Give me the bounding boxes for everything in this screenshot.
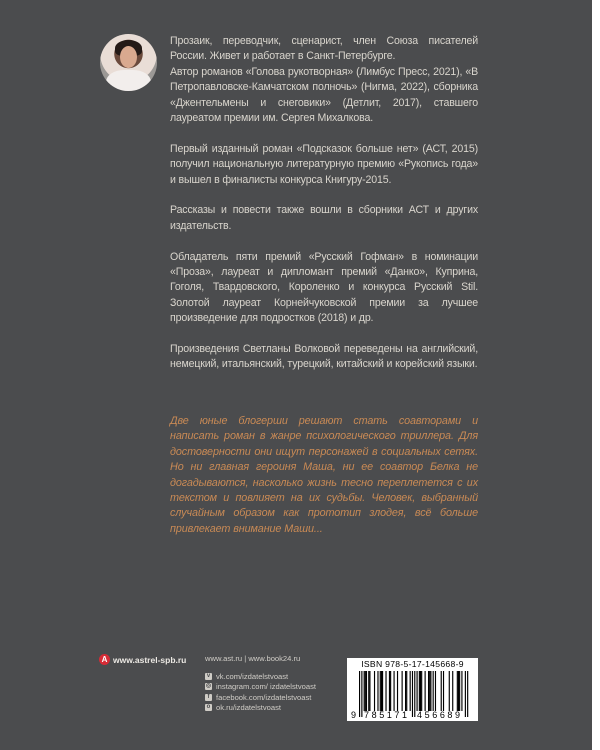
barcode-bar xyxy=(397,671,398,711)
bio-paragraph: Произведения Светланы Волковой переведены на английский, немецкий, итальянский, турецкий, китайский и корейский языки. xyxy=(170,343,478,371)
barcode-bar xyxy=(441,671,442,711)
barcode-bar xyxy=(430,671,431,711)
barcode-bar xyxy=(364,671,365,711)
author-photo xyxy=(100,34,157,91)
social-link-text[interactable]: vk.com/izdatelstvoast xyxy=(216,671,289,681)
barcode-bar xyxy=(394,671,395,711)
barcode-bar xyxy=(459,671,460,711)
barcode-bar xyxy=(368,671,369,711)
barcode-bar xyxy=(443,671,444,711)
barcode-bar xyxy=(420,671,421,711)
barcode-bar xyxy=(374,671,375,711)
barcode-bar xyxy=(449,671,450,711)
social-link-instagram[interactable] xyxy=(205,682,316,693)
barcode-digit-group: 9 xyxy=(351,710,359,720)
publisher-logo[interactable] xyxy=(99,654,186,665)
barcode-bar xyxy=(410,671,411,711)
barcode-bar xyxy=(377,671,378,711)
barcode-bar xyxy=(421,671,422,711)
barcode-bar xyxy=(390,671,391,711)
barcode-bar xyxy=(381,671,382,711)
barcode-bar xyxy=(405,671,406,711)
barcode-bar xyxy=(369,671,370,711)
barcode-bar xyxy=(385,671,386,711)
publisher-site-link[interactable]: www.astrel-spb.ru xyxy=(113,654,187,665)
vk-icon: v xyxy=(206,672,211,679)
author-bio xyxy=(170,34,478,388)
bio-paragraph: Автор романов «Голова рукотворная» (Лимбус Пресс, 2021), «В Петропавловске-Камчатском полночь» (Нигма, 2022), сборника «Джентельмены и снеговики» (Детлит, 2017), ставшего лауреатом премии им. Сергея Михалкова. xyxy=(170,65,478,125)
barcode-bar xyxy=(458,671,459,711)
barcode-bar xyxy=(452,671,453,711)
isbn-barcode xyxy=(347,658,478,721)
publisher-links xyxy=(205,654,316,713)
social-link-text[interactable]: ok.ru/izdatelstvoast xyxy=(216,703,281,713)
barcode-bar xyxy=(389,671,390,711)
bio-paragraph: Прозаик, переводчик, сценарист, член Союза писателей России. Живет и работает в Санкт-Петербурге. xyxy=(170,35,478,63)
barcode-digit-group: 456689 xyxy=(417,710,463,720)
barcode-bar xyxy=(365,671,366,711)
odnoklassniki-icon: о xyxy=(206,704,211,711)
social-link-text[interactable]: instagram.com/ izdatelstvoast xyxy=(216,682,317,692)
bio-paragraph: Рассказы и повести также вошли в сборники АСТ и других издательств. xyxy=(170,204,478,232)
barcode-bar xyxy=(435,671,436,711)
barcode-bar xyxy=(382,671,383,711)
barcode-bar xyxy=(457,671,458,711)
main-links[interactable]: www.ast.ru | www.book24.ru xyxy=(205,654,301,663)
barcode-bar xyxy=(425,671,426,711)
barcode-bar xyxy=(406,671,407,711)
barcode-bar xyxy=(366,671,367,711)
social-link-facebook[interactable] xyxy=(205,692,316,703)
barcode-digit-group: 785171 xyxy=(364,710,410,720)
barcode-digits xyxy=(347,709,478,720)
barcode-bar xyxy=(417,671,418,711)
bio-paragraph: Обладатель пяти премий «Русский Гофман» в номинации «Проза», лауреат и дипломант премий «Данко», Куприна, Гоголя, Твардовского, Короленко и конкурса Русский Stil. Золотой лауреат Корнейчуковской премии за лучшее произведение для подростков (2018) и др. xyxy=(170,250,478,325)
barcode-bar xyxy=(428,671,429,711)
barcode-bar xyxy=(433,671,434,711)
bio-paragraph: Первый изданный роман «Подсказок больше нет» (АСТ, 2015) получил национальную литературную премию «Рукопись года» и вышел в финалисты конкурса Книгуру-2015. xyxy=(170,142,478,186)
barcode-bar xyxy=(419,671,420,711)
barcode-bar xyxy=(461,671,462,711)
isbn-label: ISBN 978-5-17-145668-9 xyxy=(361,659,464,669)
facebook-icon: f xyxy=(205,694,212,701)
social-link-text[interactable]: facebook.com/izdatelstvoast xyxy=(216,692,312,702)
astrel-logo-icon: A xyxy=(99,654,110,665)
barcode-bar xyxy=(429,671,430,711)
social-link-ok[interactable] xyxy=(205,703,316,714)
barcode-bar xyxy=(380,671,381,711)
social-link-vk[interactable] xyxy=(205,671,316,682)
instagram-icon: ◎ xyxy=(205,683,212,690)
annotation-text: Две юные блогерши решают стать соавторами и написать роман в жанре психологического триллера. Для достоверности они ищут персонажей в социальных сетях. Но ни главная героиня Маша, ни ее соавтор Белка не догадываются, насколько жизнь тесно переплетется с их текстом и повлияет на их судьбы. Человек, выбранный случайным образом как прототип злодея, всё больше привлекает внимание Маши... xyxy=(170,415,478,535)
book-annotation xyxy=(170,414,478,537)
barcode-bar xyxy=(402,671,403,711)
